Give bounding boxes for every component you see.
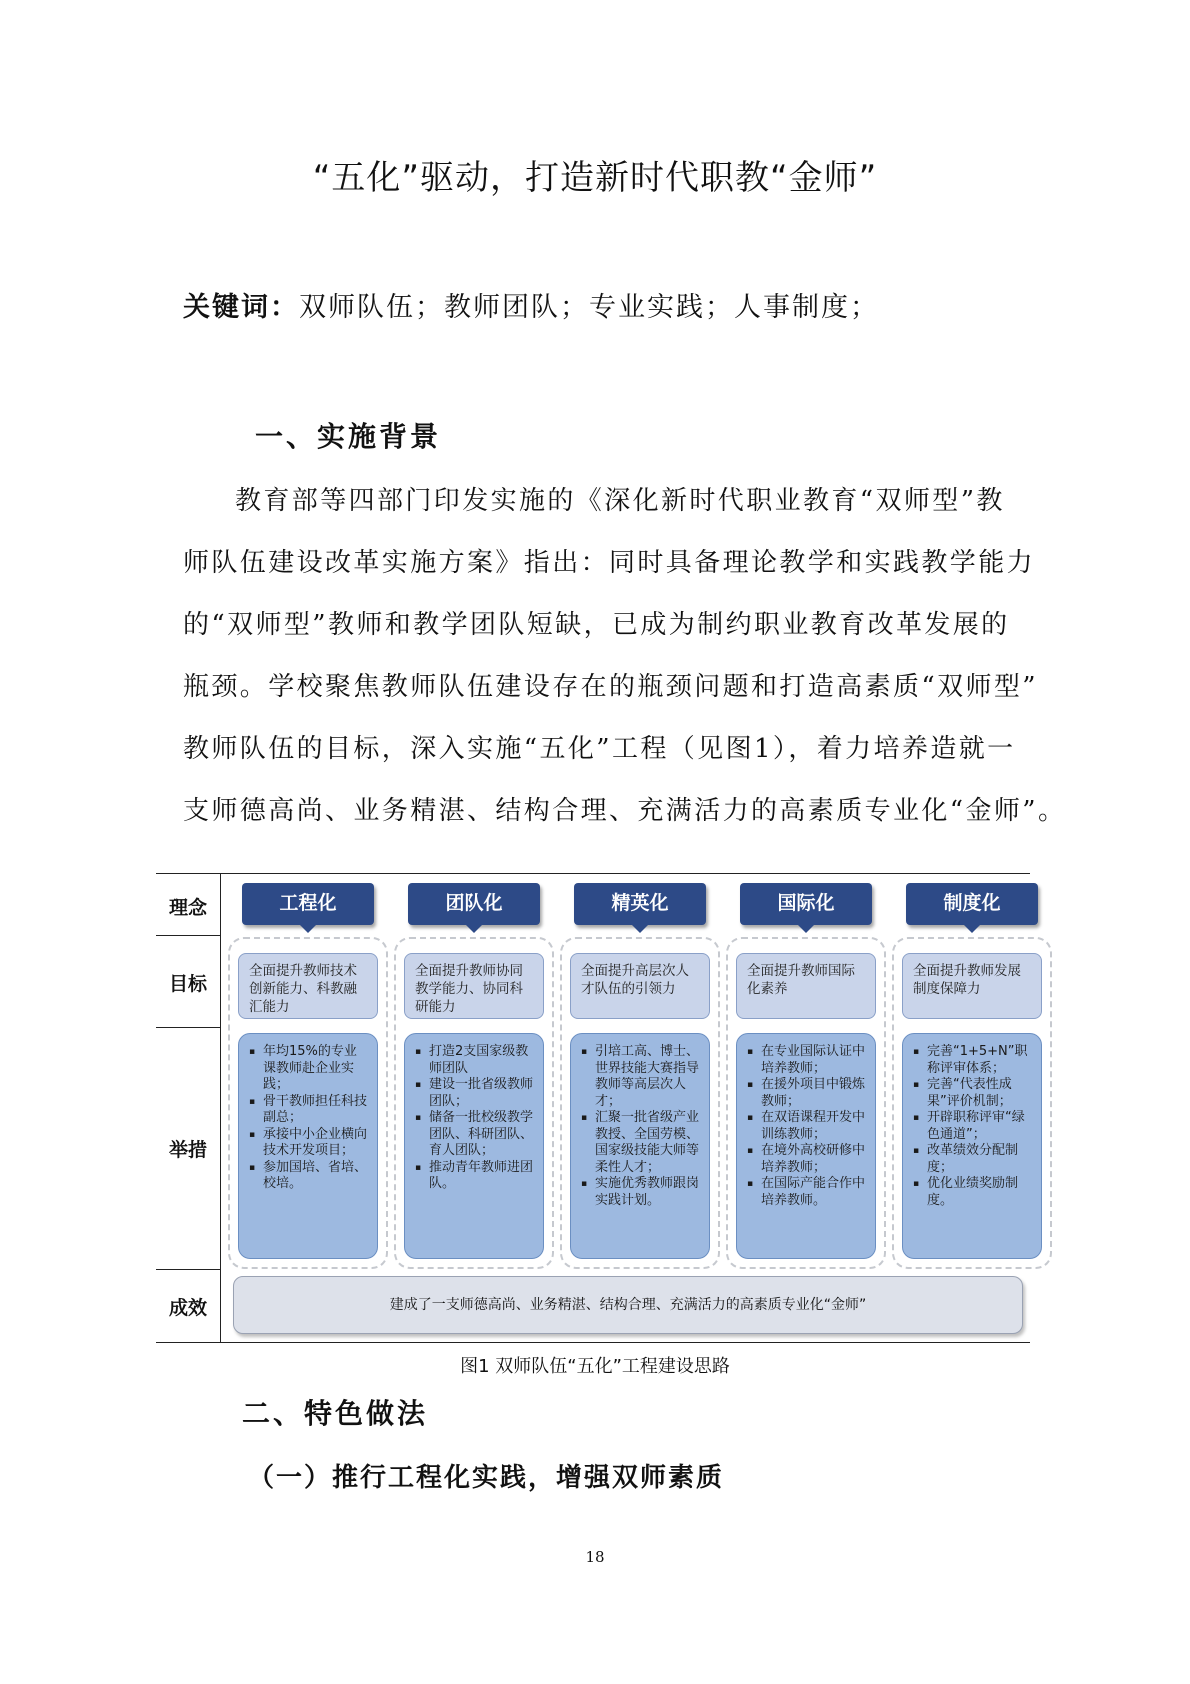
subsection-heading: （一）推行工程化实践，增强双师素质 [248,1463,725,1493]
measure-item: ▪ 推动青年教师进团队。 [413,1160,535,1193]
measure-item: ▪ 实施优秀教师跟岗实践计划。 [579,1176,701,1209]
goal-box: 全面提升教师国际化素养 [736,953,876,1019]
measure-item: ▪ 引培工高、博士、世界技能大赛指导教师等高层次人才； [579,1044,701,1110]
keywords-value: 双师队伍；教师团队；专业实践；人事制度； [299,292,879,323]
measure-item: ▪ 在专业国际认证中培养教师； [745,1044,867,1077]
keywords-label: 关键词： [183,292,299,323]
section-heading-practices: 二、特色做法 [242,1397,429,1430]
measure-item: ▪ 在双语课程开发中训练教师； [745,1110,867,1143]
result-box: 建成了一支师德高尚、业务精湛、结构合理、充满活力的高素质专业化“金师” [233,1276,1023,1334]
measure-item: ▪ 完善“1+5+N”职称评审体系； [911,1044,1033,1077]
paragraph-line: 支师德高尚、业务精湛、结构合理、充满活力的高素质专业化“金师”。 [183,796,1067,826]
measure-box [902,1033,1042,1259]
measure-item: ▪ 打造2支国家级教师团队 [413,1044,535,1077]
concept-international: 国际化 [740,883,872,925]
measure-box [238,1033,378,1259]
goal-box: 全面提升教师发展制度保障力 [902,953,1042,1019]
goal-box: 全面提升教师协同教学能力、协同科研能力 [404,953,544,1019]
measure-item: ▪ 优化业绩奖励制度。 [911,1176,1033,1209]
measure-item: ▪ 骨干教师担任科技副总； [247,1094,369,1127]
background-paragraph [183,470,1067,842]
goal-box: 全面提升教师技术创新能力、科教融汇能力 [238,953,378,1019]
concept-team: 团队化 [408,883,540,925]
row-divider [156,1027,220,1028]
measure-box [570,1033,710,1259]
measure-item: ▪ 在国际产能合作中培养教师。 [745,1176,867,1209]
paragraph-line: 教育部等四部门印发实施的《深化新时代职业教育“双师型”教 [235,486,1005,516]
page-number: 18 [585,1548,605,1566]
figure-top-rule [156,873,1030,874]
row-divider [156,1269,220,1270]
paragraph-line: 瓶颈。学校聚焦教师队伍建设存在的瓶颈问题和打造高素质“双师型” [183,672,1038,702]
page-title: “五化”驱动，打造新时代职教“金师” [312,158,878,198]
concept-institutional: 制度化 [906,883,1038,925]
concept-engineering: 工程化 [242,883,374,925]
figure-caption: 图1 双师队伍“五化”工程建设思路 [460,1356,730,1377]
row-label-goal: 目标 [168,973,207,995]
measure-item: ▪ 改革绩效分配制度； [911,1143,1033,1176]
measure-item: ▪ 汇聚一批省级产业教授、全国劳模、国家级技能大师等柔性人才； [579,1110,701,1176]
figure-bottom-rule [156,1342,1030,1343]
figure-wuhua-diagram [156,873,1030,1343]
measure-item: ▪ 在境外高校研修中培养教师； [745,1143,867,1176]
goal-box: 全面提升高层次人才队伍的引领力 [570,953,710,1019]
row-label-measure: 举措 [168,1139,207,1161]
measure-item: ▪ 开辟职称评审“绿色通道”； [911,1110,1033,1143]
label-column-rule [220,873,221,1343]
paragraph-line: 教师队伍的目标，深入实施“五化”工程（见图1），着力培养造就一 [183,734,1016,764]
measure-item: ▪ 年均15%的专业课教师赴企业实践； [247,1044,369,1094]
row-label-concept: 理念 [168,897,207,919]
keywords [183,285,879,324]
measure-item: ▪ 储备一批校级教学团队、科研团队、育人团队； [413,1110,535,1160]
concept-elite: 精英化 [574,883,706,925]
measure-box [404,1033,544,1259]
section-heading-background: 一、实施背景 [255,420,442,453]
measure-item: ▪ 建设一批省级教师团队； [413,1077,535,1110]
row-divider [156,935,220,936]
measure-item: ▪ 完善“代表性成果”评价机制； [911,1077,1033,1110]
measure-box [736,1033,876,1259]
row-label-result: 成效 [168,1297,207,1319]
paragraph-line: 师队伍建设改革实施方案》指出：同时具备理论教学和实践教学能力 [183,548,1036,578]
measure-item: ▪ 承接中小企业横向技术开发项目； [247,1127,369,1160]
measure-item: ▪ 在援外项目中锻炼教师； [745,1077,867,1110]
measure-item: ▪ 参加国培、省培、校培。 [247,1160,369,1193]
paragraph-line: 的“双师型”教师和教学团队短缺，已成为制约职业教育改革发展的 [183,610,1010,640]
